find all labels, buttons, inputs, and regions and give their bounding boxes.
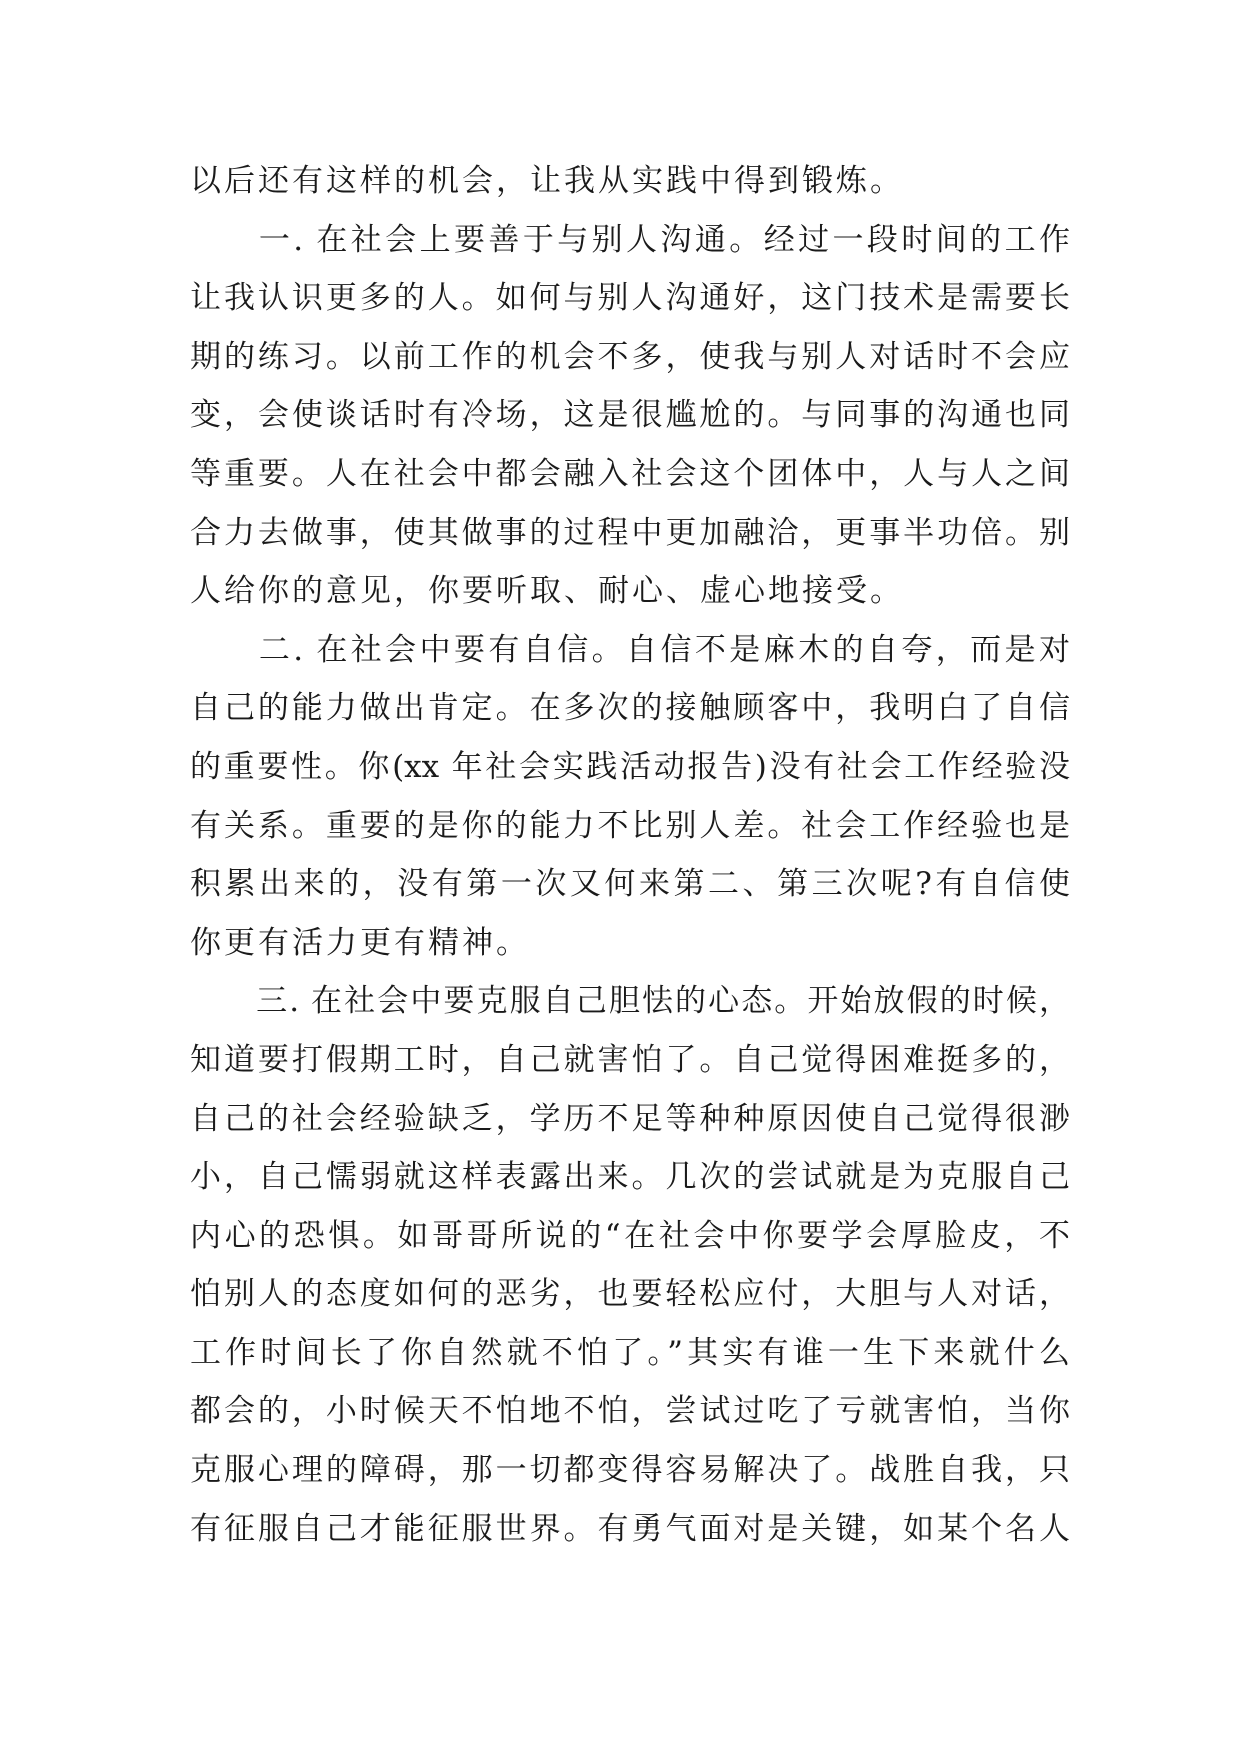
text-line: 怕别人的态度如何的恶劣，也要轻松应付，大胆与人对话， [190, 1276, 1070, 1313]
text-line: 一. 在社会上要善于与别人沟通。经过一段时间的工作 [190, 221, 1070, 258]
text-line: 有征服自己才能征服世界。有勇气面对是关键，如某个名人 [190, 1510, 1070, 1547]
text-line: 自己的能力做出肯定。在多次的接触顾客中，我明白了自信 [190, 690, 1070, 727]
text-line: 自己的社会经验缺乏，学历不足等种种原因使自己觉得很渺 [190, 1100, 1070, 1137]
text-line: 以后还有这样的机会，让我从实践中得到锻炼。 [190, 163, 904, 199]
text-line: 小，自己懦弱就这样表露出来。几次的尝试就是为克服自己 [190, 1159, 1070, 1196]
text-line: 都会的，小时候天不怕地不怕，尝试过吃了亏就害怕，当你 [190, 1393, 1070, 1430]
text-line: 等重要。人在社会中都会融入社会这个团体中，人与人之间 [190, 455, 1070, 492]
text-line: 你更有活力更有精神。 [190, 924, 530, 961]
text-line: 知道要打假期工时，自己就害怕了。自己觉得困难挺多的， [190, 1041, 1070, 1078]
text-line: 让我认识更多的人。如何与别人沟通好，这门技术是需要长 [190, 280, 1070, 317]
text-line: 期的练习。以前工作的机会不多，使我与别人对话时不会应 [190, 338, 1070, 375]
text-line: 工作时间长了你自然就不怕了。”其实有谁一生下来就什么 [190, 1334, 1070, 1371]
text-line: 人给你的意见，你要听取、耐心、虚心地接受。 [190, 573, 904, 610]
text-line: 有关系。重要的是你的能力不比别人差。社会工作经验也是 [190, 807, 1070, 844]
text-line: 的重要性。你(xx 年社会实践活动报告)没有社会工作经验没 [190, 748, 1070, 785]
text-line: 合力去做事，使其做事的过程中更加融洽，更事半功倍。别 [190, 514, 1070, 551]
text-line: 变，会使谈话时有冷场，这是很尴尬的。与同事的沟通也同 [190, 397, 1070, 434]
text-line: 二. 在社会中要有自信。自信不是麻木的自夸，而是对 [190, 631, 1070, 668]
text-line: 三. 在社会中要克服自己胆怯的心态。开始放假的时候， [190, 983, 1070, 1020]
text-line: 克服心理的障碍，那一切都变得容易解决了。战胜自我，只 [190, 1452, 1070, 1489]
text-line: 积累出来的，没有第一次又何来第二、第三次呢?有自信使 [190, 866, 1070, 903]
document-body [190, 152, 1070, 1558]
text-line: 内心的恐惧。如哥哥所说的“在社会中你要学会厚脸皮，不 [190, 1217, 1070, 1254]
